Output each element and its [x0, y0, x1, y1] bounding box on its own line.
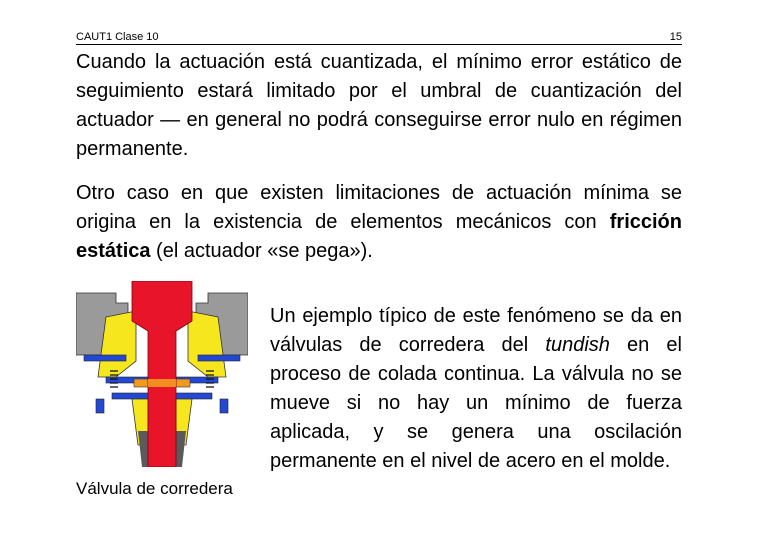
paragraph2-bold-term: fricción estática: [76, 211, 682, 262]
paragraph-tundish-example: [270, 302, 682, 476]
page-number: 15: [669, 31, 682, 43]
course-title: CAUT1 Clase 10: [76, 31, 159, 43]
figure-caption: Válvula de corredera: [76, 479, 233, 498]
paragraph-static-friction: [76, 179, 682, 266]
slide-gate-valve-figure: [76, 281, 248, 467]
paragraph3-text-after: en el proceso de colada continua. La válvula no se mueve si no hay un mínimo de fuerza aplicada, y se genera una oscilación permanente en el nivel de acero en el molde.: [270, 334, 682, 472]
paragraph-quantized-actuation: [76, 48, 682, 164]
paragraph2-text-before: Otro caso en que existen limitaciones de actuación mínima se origina en la existencia de elementos mecánicos con: [76, 182, 682, 233]
paragraph1-text: Cuando la actuación está cuantizada, el mínimo error estático de seguimiento estará limitado por el umbral de cuantización del actuador — en general no podrá conseguirse error nulo en régimen permanente.: [76, 51, 682, 160]
header-rule: [76, 44, 682, 45]
paragraph3-italic-term: tundish: [545, 334, 610, 356]
paragraph3-text-before: Un ejemplo típico de este fenómeno se da en válvulas de corredera del: [270, 305, 682, 356]
slide-gate-valve-illustration: [76, 281, 248, 467]
paragraph2-text-after: (el actuador «se pega»).: [150, 240, 373, 262]
